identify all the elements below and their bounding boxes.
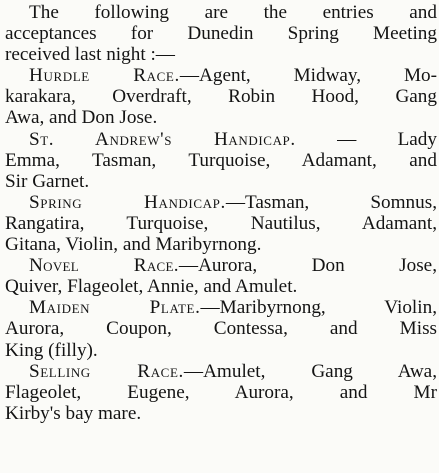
race-entries-text: —Amulet, Gang Awa, (183, 360, 437, 382)
race-name: Hurdle Race. (29, 65, 180, 87)
race-name: St. Andrew's Handicap. (29, 128, 296, 150)
intro-line: acceptances for Dunedin Spring Meeting (5, 23, 437, 45)
race-entries-text: Awa, and Don Jose. (5, 107, 158, 129)
race-entries-text: Aurora, Coupon, Contessa, and Miss (5, 318, 437, 340)
race-entries-text: Sir Garnet. (5, 170, 90, 192)
race-entry-selling (5, 361, 437, 424)
race-first-line (5, 255, 437, 276)
race-entries-text: —Maribyrnong, Violin, (200, 297, 437, 319)
intro-paragraph (5, 2, 437, 65)
race-entries-text: — Lady (295, 128, 437, 150)
race-entries-text: Rangatira, Turquoise, Nautilus, Adamant, (5, 212, 437, 234)
race-name: Novel Race. (29, 255, 179, 277)
race-name: Selling Race. (29, 360, 184, 382)
race-entries-text: —Aurora, Don Jose, (178, 255, 437, 277)
race-entries-text: Kirby's bay mare. (5, 402, 142, 424)
race-entries-text: Emma, Tasman, Turquoise, Adamant, and (5, 149, 437, 171)
race-first-line (5, 297, 437, 318)
race-name: Maiden Plate. (29, 297, 201, 319)
race-entry-spring-handicap (5, 192, 437, 255)
race-entries-text: karakara, Overdraft, Robin Hood, Gang (5, 86, 437, 108)
race-first-line (5, 192, 437, 213)
race-entry-st-andrews (5, 129, 437, 192)
race-entries-text: King (filly). (5, 339, 98, 361)
race-entry-hurdle (5, 65, 437, 128)
race-entries-text: —Agent, Midway, Mo- (179, 65, 437, 87)
race-entries-text: —Tasman, Somnus, (225, 191, 437, 213)
race-entry-novel (5, 255, 437, 297)
race-entries-text: Flageolet, Eugene, Aurora, and Mr (5, 381, 437, 403)
race-first-line (5, 65, 437, 86)
race-entry-maiden-plate (5, 297, 437, 360)
race-first-line (5, 129, 437, 150)
race-entries-text: Gitana, Violin, and Maribyrnong. (5, 234, 262, 256)
intro-line: The following are the entries and (29, 2, 437, 23)
intro-line: received last night :— (5, 44, 175, 66)
race-first-line (5, 361, 437, 382)
race-entries-text: Quiver, Flageolet, Annie, and Amulet. (5, 276, 298, 298)
race-name: Spring Handicap. (29, 191, 226, 213)
